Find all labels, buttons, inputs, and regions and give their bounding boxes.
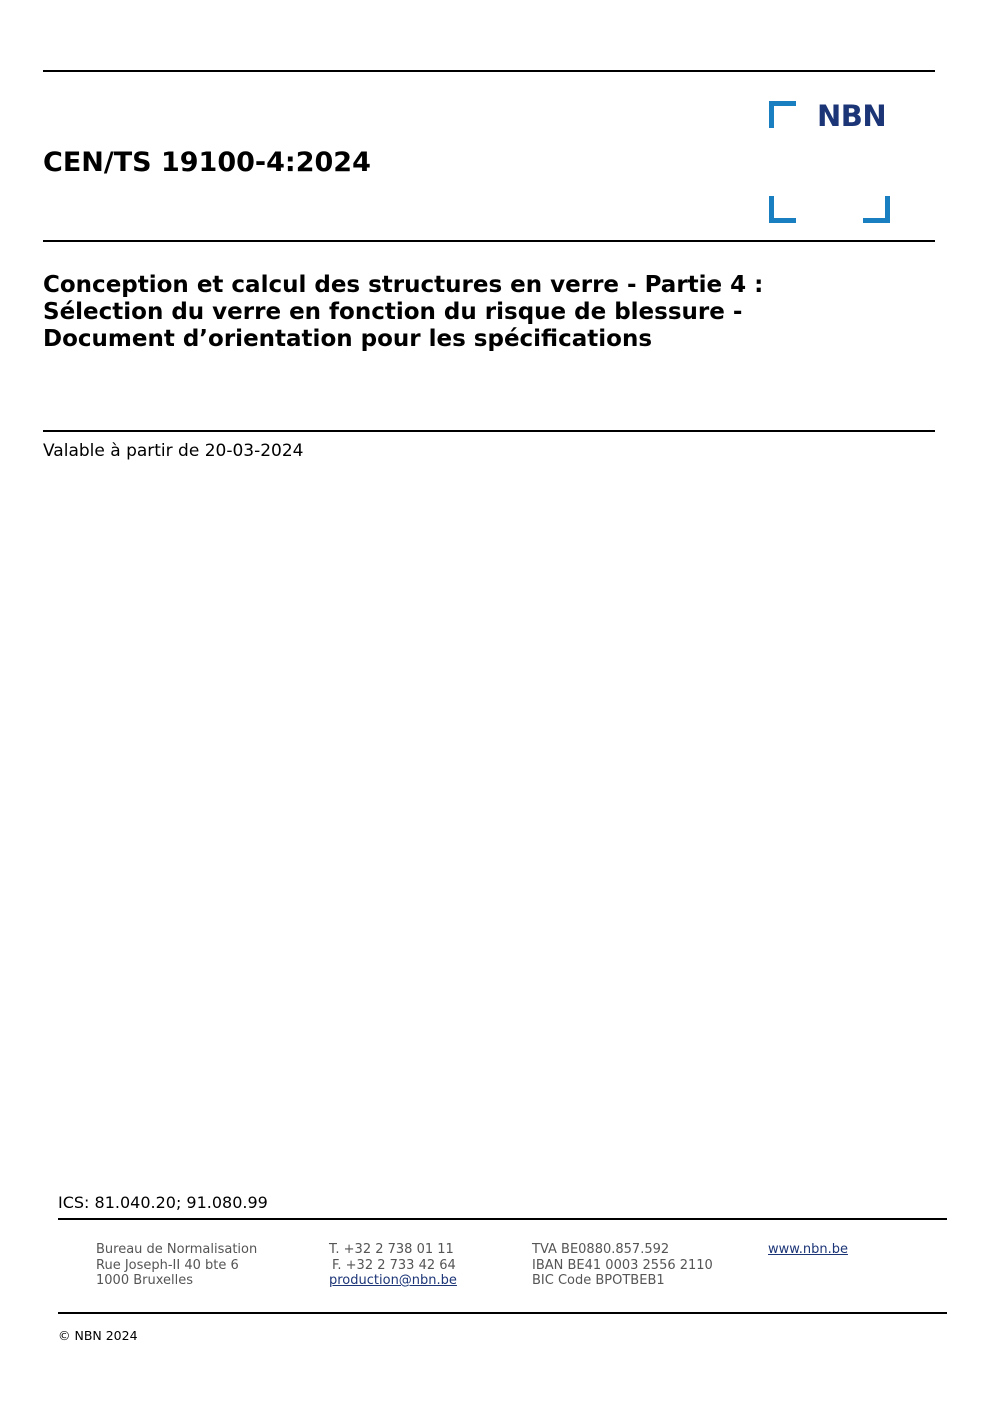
logo-corner-bottom-right — [863, 196, 890, 223]
footer-bottom-rule — [58, 1312, 947, 1314]
phone-number: T. +32 2 738 01 11 — [329, 1242, 454, 1257]
title-line: Document d’orientation pour les spécifications — [43, 326, 653, 352]
footer-address — [96, 1242, 257, 1289]
address-line: Rue Joseph-II 40 bte 6 — [96, 1257, 239, 1273]
header-bottom-rule — [43, 240, 935, 242]
footer-contact — [329, 1242, 457, 1289]
logo-corner-bottom-left — [769, 196, 796, 223]
nbn-logo — [769, 101, 890, 223]
logo-wordmark: NBN — [817, 99, 887, 133]
document-title — [43, 272, 923, 353]
vat-number: TVA BE0880.857.592 — [532, 1242, 670, 1257]
footer-web — [768, 1242, 848, 1258]
footer-top-rule — [58, 1218, 947, 1220]
title-bottom-rule — [43, 430, 935, 432]
title-line: Sélection du verre en fonction du risque de blessure - — [43, 299, 743, 325]
copyright: © NBN 2024 — [58, 1328, 138, 1343]
footer-bank — [532, 1242, 713, 1289]
title-line: Conception et calcul des structures en verre - Partie 4 : — [43, 272, 764, 298]
bic-code: BIC Code BPOTBEB1 — [532, 1273, 665, 1288]
ics-codes: ICS: 81.040.20; 91.080.99 — [58, 1193, 268, 1212]
address-line: 1000 Bruxelles — [96, 1273, 194, 1288]
logo-corner-top-left — [769, 101, 796, 128]
fax-number: F. +32 2 733 42 64 — [332, 1257, 456, 1273]
website-link[interactable]: www.nbn.be — [768, 1242, 848, 1257]
validity-date: Valable à partir de 20-03-2024 — [43, 441, 304, 461]
address-line: Bureau de Normalisation — [96, 1242, 258, 1257]
iban: IBAN BE41 0003 2556 2110 — [532, 1257, 713, 1273]
top-rule — [43, 70, 935, 72]
email-link[interactable]: production@nbn.be — [329, 1273, 457, 1288]
standard-number: CEN/TS 19100-4:2024 — [43, 147, 371, 178]
